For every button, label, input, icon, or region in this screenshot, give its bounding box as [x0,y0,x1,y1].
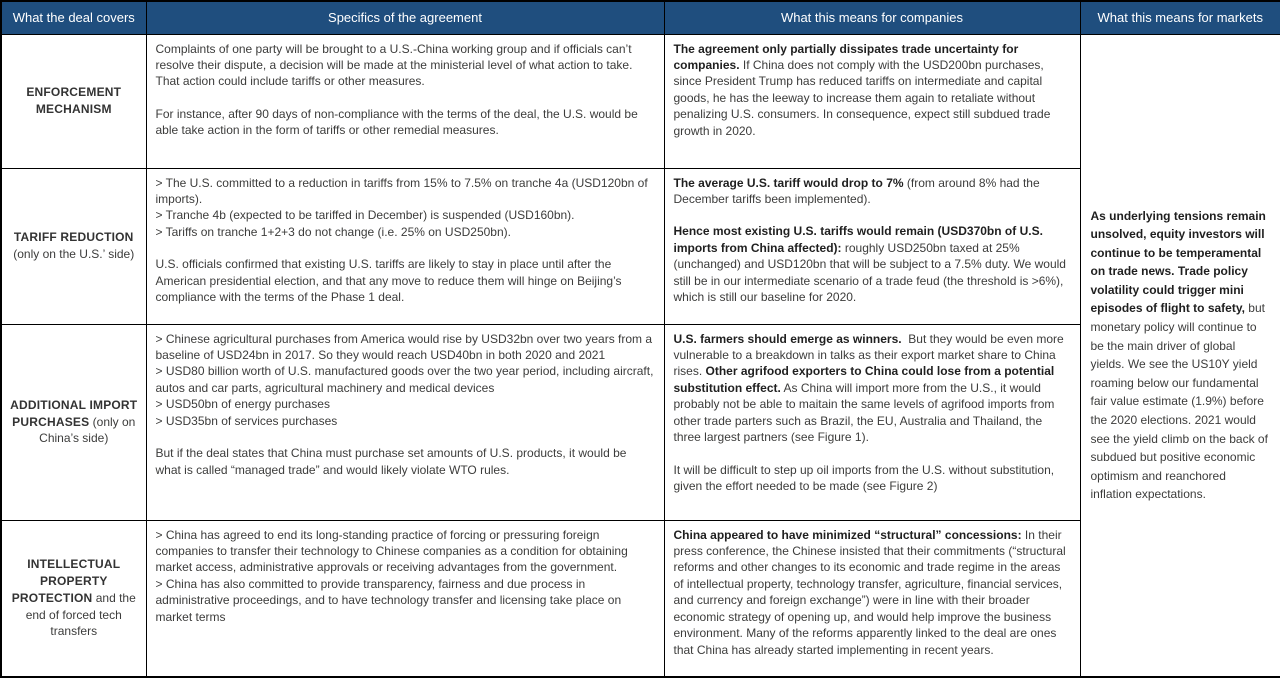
text-run: U.S. officials confirmed that existing U.S. tariffs are likely to stay in place until after the American presidential election, and that any move to reduce them will hinge on Beijing’s compliance with the terms of the Phase 1 deal. [155,257,625,305]
bold-text-run: Hence most existing U.S. tariffs would remain (USD370bn of U.S. imports from China affected): [673,224,1047,255]
companies-cell [664,324,1080,520]
bold-text-run: The agreement only partially dissipates trade uncertainty for companies. [673,41,1022,72]
specifics-cell [146,520,664,677]
paragraph [156,363,655,396]
text-run: If China does not comply with the USD200bn purchases, since President Trump has reduced tariffs on intermediate and capital goods, he has the leeway to increase them again to retaliate without penalizing U.S. consumers. In consequence, expect still subdued trade growth in 2020. [673,57,1054,138]
paragraph [156,224,655,240]
paragraph [156,576,655,625]
specifics-cell [146,34,664,168]
text-run: > USD35bn of services purchases [155,413,338,428]
bold-text-run: ENFORCEMENT MECHANISM [26,85,122,116]
topic-cell [1,34,146,168]
paragraph [156,207,655,223]
paragraph [156,445,655,478]
specifics-cell [146,168,664,324]
bold-text-run: TARIFF REDUCTION [13,230,134,245]
text-run: > Tranche 4b (expected to be tariffed in December) is suspended (USD160bn). [155,208,575,223]
text-run: and the end of forced tech transfers [25,590,136,639]
text-run: roughly USD250bn taxed at 25% (unchanged) and USD120bn that will be subject to a 7.5% duty. We would still be in our intermediate scenario of a trade feud (the threshold is >6%), which is still our baseline for 2020. [673,240,1070,305]
topic-cell [1,520,146,677]
text-run: > Chinese agricultural purchases from America would rise by USD32bn over two years from a baseline of USD24bn in 2017. So they would reach USD40bn in both 2020 and 2021 [155,331,656,362]
paragraph [156,256,655,305]
paragraph [674,41,1071,140]
text-run: As China will import more from the U.S., it would probably not be able to maitain the same levels of agrifood imports from other trade parters such as Brazil, the EU, Australia and Thailand, the three largest partners (see Figure 1). [673,380,1058,445]
bold-text-run: As underlying tensions remain unsolved, equity investors will continue to be temperamental on trade news. Trade policy volatility could trigger mini episodes of flight to safety, [1090,208,1270,316]
specifics-cell [146,324,664,520]
companies-cell [664,168,1080,324]
bold-text-run: The average U.S. tariff would drop to 7% [673,175,904,190]
text-run: > USD80 billion worth of U.S. manufactured goods over the two year period, including aircraft, autos and car parts, agricultural machinery and medical devices [155,364,657,395]
text-run: (from around 8% had the December tariffs been implemented). [673,175,1043,206]
paragraph [156,331,655,364]
paragraph [156,396,655,412]
paragraph [156,175,655,208]
header-means-for-markets: What this means for markets [1080,1,1280,34]
blank-line [156,240,655,256]
paragraph [156,106,655,139]
topic-cell [1,324,146,520]
markets-cell [1080,34,1280,677]
topic-cell [1,168,146,324]
paragraph [674,462,1071,495]
bold-text-run: ADDITIONAL IMPORT PURCHASES [10,397,138,429]
text-run: Complaints of one party will be brought to a U.S.-China working group and if officials can’t resolve their dispute, a decision will be made at the ministerial level of what action to take. That action could include tariffs or other measures. [155,41,636,89]
text-run: For instance, after 90 days of non-compliance with the terms of the deal, the U.S. would be able take action in the form of tariffs or other remedial measures. [155,106,642,138]
paragraph [674,175,1071,208]
paragraph [156,527,655,576]
paragraph [156,41,655,90]
paragraph [674,527,1071,659]
blank-line [674,446,1071,462]
companies-cell [664,34,1080,168]
text-run: > USD50bn of energy purchases [155,397,330,412]
table-row [1,34,1280,168]
blank-line [156,90,655,106]
blank-line [156,429,655,445]
text-run: > China has also committed to provide transparency, fairness and due process in administrative proceedings, and to have technology transfer and licensing take place on market terms [155,576,625,624]
text-run: In their press conference, the Chinese insisted that their commitments (“structural reforms and other changes to its economic and trade regime in the areas of intellectual property, technology transfer, agriculture, financial services, and currency and foreign exchange”) were in line with their broader economic strategy of opening up, and would help improve the business environment. Many of the reforms apparently linked to the deal are ones that China has already started implementing in recent years. [673,527,1070,657]
paragraph [674,331,1071,446]
header-means-for-companies: What this means for companies [664,1,1080,34]
paragraph [1091,207,1271,505]
blank-line [674,207,1071,223]
text-run: > China has agreed to end its long-standing practice of forcing or pressuring foreign companies to transfer their technology to Chinese companies as a condition for obtaining market access, administrative approvals or receiving advantages from the government. [155,527,632,575]
text-run: > Tariffs on tranche 1+2+3 do not change (i.e. 25% on USD250bn). [155,224,511,239]
bold-text-run: U.S. farmers should emerge as winners. [673,331,902,346]
text-run: (only on the U.S.’ side) [13,247,135,261]
bold-text-run: China appeared to have minimized “structural” concessions: [673,527,1022,542]
text-run: But they would be even more vulnerable to a breakdown in talks as their export market share to China rises. [673,331,1068,379]
bold-text-run: INTELLECTUAL PROPERTY PROTECTION [11,557,121,605]
text-run: (only on China’s side) [39,414,136,446]
text-run: It will be difficult to step up oil imports from the U.S. without substitution, given the effort needed to be made (see Figure 2) [673,462,1058,493]
text-run: But if the deal states that China must purchase set amounts of U.S. products, it would be what is called “managed trade” and would likely violate WTO rules. [155,446,630,477]
paragraph [156,413,655,429]
text-run: but monetary policy will continue to be the main driver of global yields. We see the US10Y yield roaming below our fundamental fair value estimate (1.9%) before the 2020 elections. 2021 would see the yield climb on the back of subdued but positive economic optimism and reanchored inflation expectations. [1090,301,1272,502]
paragraph [674,223,1071,305]
table-header-row [1,1,1280,34]
companies-cell [664,520,1080,677]
bold-text-run: Other agrifood exporters to China could lose from a potential substitution effect. [673,364,1061,395]
header-what-the-deal-covers: What the deal covers [1,1,146,34]
text-run: > The U.S. committed to a reduction in tariffs from 15% to 7.5% on tranche 4a (USD120bn of imports). [155,175,651,206]
header-specifics-of-agreement: Specifics of the agreement [146,1,664,34]
